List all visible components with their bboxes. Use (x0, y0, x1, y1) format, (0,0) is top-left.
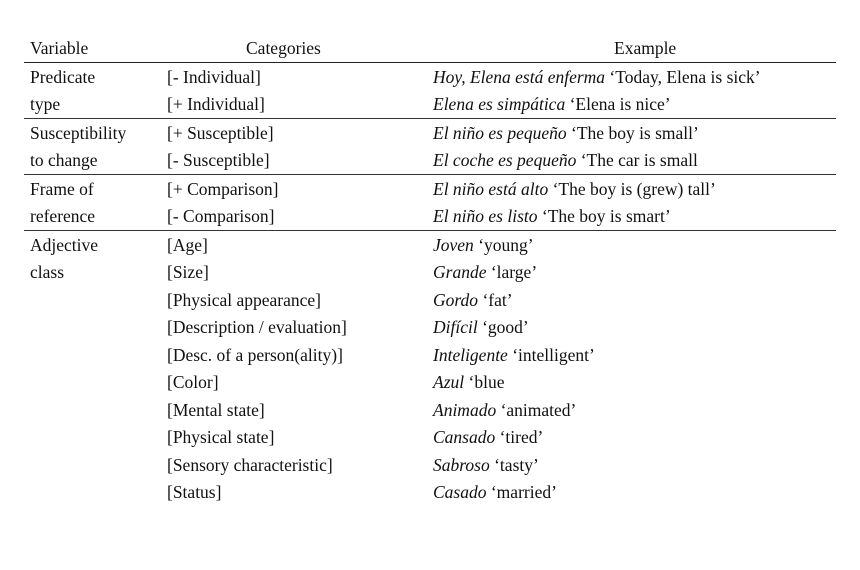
category-cell: [- Susceptible] (167, 150, 270, 170)
variable-cell: class (30, 262, 65, 282)
table-row (24, 423, 836, 451)
variable-cell: Frame of (30, 178, 94, 199)
category-cell: [- Comparison] (167, 206, 275, 226)
adjective-classification-table (24, 34, 836, 506)
example-cell (433, 289, 513, 311)
table-row (24, 146, 836, 174)
variable-cell: to change (30, 150, 98, 170)
table-row (24, 231, 836, 259)
example-cell (433, 454, 539, 476)
spanish-example: El niño es pequeño (433, 122, 567, 143)
category-cell: [Description / evaluation] (167, 317, 347, 337)
category-cell: [+ Individual] (167, 94, 265, 114)
example-cell (433, 234, 534, 256)
spanish-example: Joven (433, 234, 474, 255)
header-variable: Variable (30, 38, 89, 58)
english-gloss: ‘The boy is smart’ (537, 206, 671, 226)
example-cell (433, 93, 671, 115)
example-cell (433, 426, 543, 448)
category-cell: [+ Comparison] (167, 178, 279, 199)
english-gloss: ‘tasty’ (489, 454, 539, 475)
table-row (24, 90, 836, 118)
variable-cell: reference (30, 206, 96, 226)
english-gloss: ‘blue (464, 372, 505, 392)
category-cell: [Desc. of a person(ality)] (167, 344, 343, 365)
example-cell (433, 205, 671, 227)
example-cell (433, 261, 537, 283)
example-cell (433, 122, 699, 144)
header-categories: Categories (246, 38, 321, 58)
example-cell (433, 481, 557, 503)
table-row (24, 202, 836, 230)
table-row (24, 63, 836, 91)
table-row (24, 368, 836, 396)
english-gloss: ‘good’ (477, 317, 529, 337)
table-row (24, 175, 836, 203)
english-gloss: ‘large’ (486, 262, 538, 282)
spanish-example: Elena es simpática (433, 94, 566, 114)
category-cell: [Physical appearance] (167, 289, 322, 310)
example-cell (433, 316, 529, 338)
spanish-example: Azul (433, 372, 465, 392)
category-cell: [Size] (167, 262, 209, 282)
spanish-example: Inteligente (433, 344, 508, 365)
english-gloss: ‘intelligent’ (507, 344, 595, 365)
variable-cell: Susceptibility (30, 122, 127, 143)
example-cell (433, 371, 504, 393)
english-gloss: ‘tired’ (495, 427, 544, 447)
english-gloss: ‘The boy is (grew) tall’ (548, 178, 716, 199)
spanish-example: El niño está alto (433, 178, 549, 199)
category-cell: [Status] (167, 482, 222, 502)
category-cell: [Physical state] (167, 427, 275, 447)
english-gloss: ‘The car is small (576, 150, 698, 170)
example-cell (433, 66, 761, 88)
spanish-example: El coche es pequeño (433, 150, 577, 170)
example-cell (433, 399, 576, 421)
spanish-example: Animado (433, 399, 497, 420)
english-gloss: ‘animated’ (496, 399, 577, 420)
example-cell (433, 344, 595, 366)
table-row (24, 286, 836, 314)
spanish-example: Difícil (433, 317, 478, 337)
english-gloss: ‘The boy is small’ (566, 122, 699, 143)
variable-cell: Predicate (30, 66, 96, 87)
spanish-example: Sabroso (433, 454, 490, 475)
example-cell (433, 149, 698, 171)
category-cell: [+ Susceptible] (167, 122, 274, 143)
category-cell: [Sensory characteristic] (167, 454, 333, 475)
table-group (24, 118, 836, 174)
category-cell: [Color] (167, 372, 219, 392)
example-cell (433, 178, 716, 200)
category-cell: [Mental state] (167, 399, 265, 420)
table-row (24, 313, 836, 341)
english-gloss: ‘Elena is nice’ (565, 94, 671, 114)
table-group (24, 62, 836, 118)
category-cell: [Age] (167, 234, 208, 255)
english-gloss: ‘fat’ (478, 289, 513, 310)
table-row (24, 341, 836, 369)
header-example: Example (614, 38, 677, 58)
spanish-example: Casado (433, 482, 487, 502)
table-row (24, 451, 836, 479)
english-gloss: ‘Today, Elena is sick’ (605, 66, 761, 87)
spanish-example: El niño es listo (433, 206, 538, 226)
variable-cell: type (30, 94, 61, 114)
table-header-row (24, 34, 836, 62)
table-row (24, 478, 836, 506)
spanish-example: Grande (433, 262, 487, 282)
category-cell: [- Individual] (167, 66, 261, 87)
table-row (24, 396, 836, 424)
table-row (24, 258, 836, 286)
variable-cell: Adjective (30, 234, 99, 255)
table-group (24, 230, 836, 506)
table-row (24, 119, 836, 147)
spanish-example: Gordo (433, 289, 479, 310)
spanish-example: Cansado (433, 427, 496, 447)
english-gloss: ‘young’ (473, 234, 534, 255)
english-gloss: ‘married’ (486, 482, 557, 502)
table-group (24, 174, 836, 230)
spanish-example: Hoy, Elena está enferma (433, 66, 606, 87)
